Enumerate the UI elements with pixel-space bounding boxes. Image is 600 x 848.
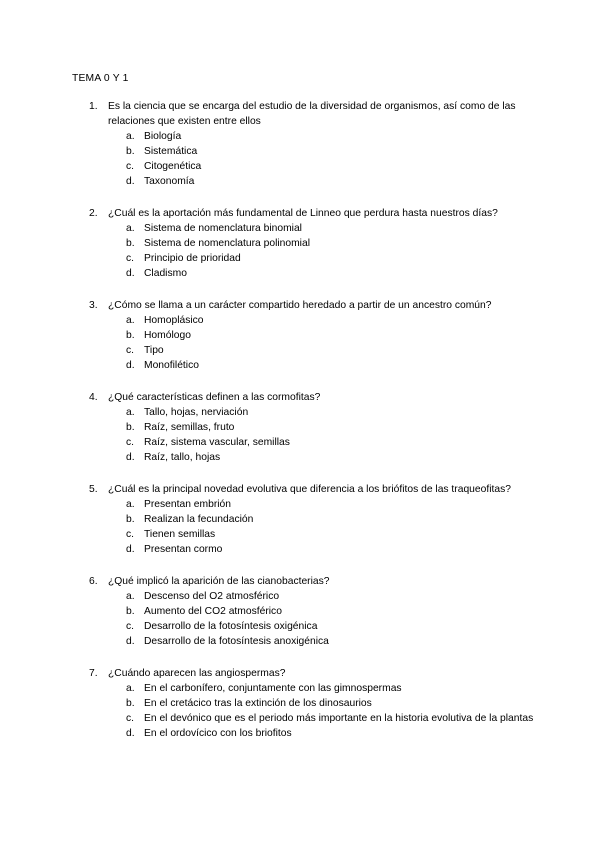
question-number: 3. [89,300,98,311]
option-letter: c. [126,253,135,264]
option-text: Homólogo [144,330,191,341]
option-item [0,726,600,741]
question-number: 2. [89,208,98,219]
question-list [0,99,600,758]
question-number: 6. [89,576,98,587]
option-text: Aumento del CO2 atmosférico [144,606,282,617]
option-item [0,266,600,281]
question-item [0,666,600,741]
option-text: Raíz, tallo, hojas [144,452,221,463]
option-item [0,589,600,604]
option-item [0,405,600,420]
option-letter: b. [126,330,135,341]
option-text: Principio de prioridad [144,253,241,264]
option-text: Monofilético [144,360,199,371]
option-letter: a. [126,131,135,142]
option-item [0,129,600,144]
option-letter: b. [126,514,135,525]
option-item [0,435,600,450]
option-text: Homoplásico [144,315,204,326]
option-letter: a. [126,683,135,694]
option-letter: a. [126,591,135,602]
option-item [0,420,600,435]
option-letter: b. [126,422,135,433]
option-item [0,619,600,634]
option-list [0,405,600,465]
option-letter: b. [126,238,135,249]
option-text: Desarrollo de la fotosíntesis anoxigénica [144,636,329,647]
option-text: Tienen semillas [144,529,216,540]
option-letter: d. [126,728,135,739]
option-text: Raíz, semillas, fruto [144,422,235,433]
option-list [0,129,600,189]
question-item [0,206,600,281]
question-number: 7. [89,668,98,679]
question-number: 5. [89,484,98,495]
option-text: Tallo, hojas, nerviación [144,407,249,418]
option-item [0,343,600,358]
question-text: ¿Cuál es la principal novedad evolutiva que diferencia a los briófitos de las traqueofitas? [108,484,511,495]
option-letter: a. [126,407,135,418]
option-letter: d. [126,636,135,647]
option-letter: c. [126,161,135,172]
option-item [0,358,600,373]
option-text: Descenso del O2 atmosférico [144,591,280,602]
option-letter: a. [126,499,135,510]
option-item [0,174,600,189]
option-item [0,251,600,266]
option-text: Tipo [144,345,164,356]
option-text: Presentan cormo [144,544,223,555]
option-item [0,634,600,649]
option-item [0,236,600,251]
option-list [0,497,600,557]
option-list [0,221,600,281]
document-title: TEMA 0 Y 1 [72,73,129,84]
option-item [0,696,600,711]
option-item [0,450,600,465]
option-text: Sistema de nomenclatura binomial [144,223,302,234]
question-text: ¿Cuál es la aportación más fundamental de Linneo que perdura hasta nuestros días? [108,208,498,219]
option-list [0,313,600,373]
option-text: Taxonomía [144,176,195,187]
option-list [0,681,600,741]
question-item [0,482,600,557]
option-item [0,328,600,343]
option-text: En el ordovícico con los briofitos [144,728,292,739]
option-item [0,159,600,174]
option-text: En el cretácico tras la extinción de los dinosaurios [144,698,372,709]
option-text: Biología [144,131,182,142]
option-letter: d. [126,268,135,279]
question-number: 4. [89,392,98,403]
option-item [0,711,600,726]
option-letter: c. [126,345,135,356]
option-item [0,527,600,542]
option-item [0,512,600,527]
option-letter: c. [126,621,135,632]
question-text: ¿Cuándo aparecen las angiospermas? [108,668,286,679]
question-text: ¿Qué características definen a las cormofitas? [108,392,321,403]
option-text: Citogenética [144,161,202,172]
question-item [0,390,600,465]
option-item [0,681,600,696]
option-item [0,221,600,236]
option-item [0,497,600,512]
option-letter: b. [126,698,135,709]
option-text: Presentan embrión [144,499,232,510]
question-item [0,574,600,649]
option-list [0,589,600,649]
option-letter: d. [126,176,135,187]
option-text: Cladismo [144,268,187,279]
question-text: ¿Qué implicó la aparición de las cianobacterias? [108,576,330,587]
option-item [0,313,600,328]
option-letter: c. [126,437,135,448]
question-text: Es la ciencia que se encarga del estudio de la diversidad de organismos, así como de las relaciones que existen entre ellos [108,101,516,127]
option-letter: b. [126,146,135,157]
option-item [0,542,600,557]
option-text: En el carbonífero, conjuntamente con las gimnospermas [144,683,402,694]
option-letter: c. [126,529,135,540]
question-number: 1. [89,101,98,112]
option-text: Realizan la fecundación [144,514,254,525]
option-letter: c. [126,713,135,724]
question-item [0,298,600,373]
option-letter: a. [126,315,135,326]
option-item [0,144,600,159]
question-text: ¿Cómo se llama a un carácter compartido heredado a partir de un ancestro común? [108,300,492,311]
option-letter: d. [126,452,135,463]
option-item [0,604,600,619]
option-text: Raíz, sistema vascular, semillas [144,437,290,448]
option-text: En el devónico que es el periodo más importante en la historia evolutiva de la plantas [144,713,534,724]
option-text: Sistema de nomenclatura polinomial [144,238,310,249]
option-letter: d. [126,360,135,371]
option-letter: b. [126,606,135,617]
option-letter: d. [126,544,135,555]
option-text: Sistemática [144,146,198,157]
option-text: Desarrollo de la fotosíntesis oxigénica [144,621,318,632]
question-item [0,99,600,189]
option-letter: a. [126,223,135,234]
